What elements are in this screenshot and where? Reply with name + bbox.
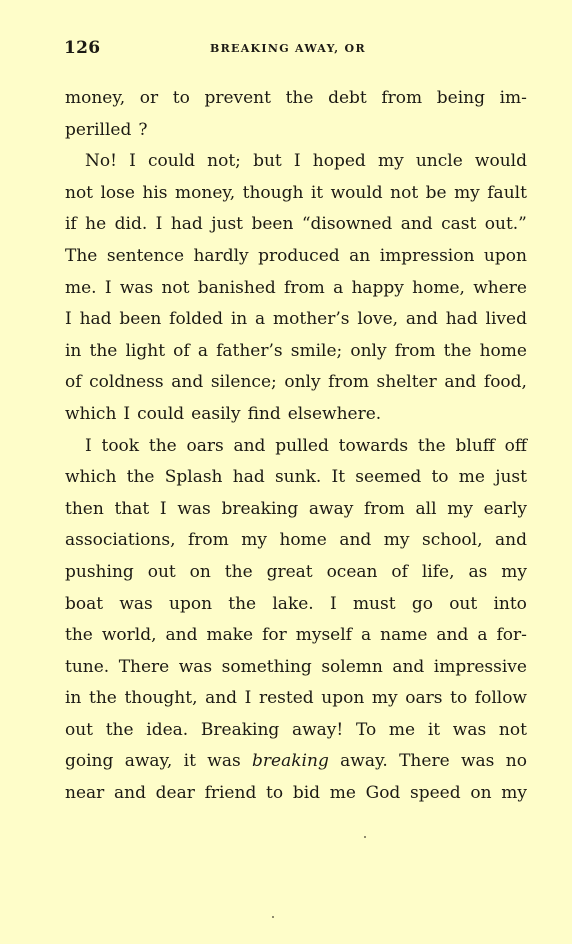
word: money, bbox=[175, 182, 236, 203]
word: pulled bbox=[275, 435, 329, 456]
word: on bbox=[470, 783, 492, 804]
word: just bbox=[495, 467, 527, 488]
word: world, bbox=[101, 625, 157, 646]
word: tune. bbox=[65, 656, 110, 677]
word: and bbox=[171, 372, 204, 393]
word: out.” bbox=[484, 214, 527, 235]
word: in bbox=[65, 340, 82, 361]
word: ? bbox=[138, 119, 148, 140]
word: produced bbox=[258, 245, 340, 266]
word: coldness bbox=[89, 372, 164, 393]
word: upon bbox=[321, 688, 365, 709]
word: from bbox=[187, 530, 229, 551]
word: friend bbox=[204, 783, 257, 804]
word: was bbox=[178, 656, 213, 677]
word: and bbox=[339, 530, 372, 551]
word: and bbox=[405, 309, 438, 330]
word: and bbox=[444, 372, 477, 393]
word: sentence bbox=[106, 245, 184, 266]
word: uncle bbox=[415, 151, 463, 172]
word: and bbox=[113, 783, 146, 804]
text-line bbox=[65, 83, 527, 115]
word: early bbox=[483, 498, 527, 519]
word: a bbox=[333, 277, 344, 298]
word: not; bbox=[207, 151, 241, 172]
word: easily bbox=[191, 403, 241, 424]
word: banished bbox=[197, 277, 276, 298]
word: food, bbox=[483, 372, 527, 393]
word: took bbox=[101, 435, 140, 456]
word: home bbox=[279, 530, 327, 551]
word: his bbox=[142, 182, 168, 203]
text-line bbox=[65, 525, 527, 557]
word: of bbox=[173, 340, 190, 361]
word: prevent bbox=[204, 88, 271, 108]
word: a bbox=[477, 625, 488, 646]
word: me bbox=[458, 467, 485, 488]
word: rested bbox=[259, 688, 314, 709]
word: had bbox=[445, 309, 478, 330]
word: which bbox=[65, 467, 117, 488]
word: my bbox=[501, 783, 527, 804]
word: was bbox=[119, 593, 153, 614]
word: a bbox=[197, 340, 208, 361]
body-text bbox=[65, 83, 527, 810]
word: did. bbox=[114, 214, 148, 235]
text-line bbox=[65, 683, 527, 715]
text-line bbox=[65, 589, 527, 621]
word: happy bbox=[351, 277, 404, 298]
word: going bbox=[65, 751, 114, 772]
text-line bbox=[65, 146, 527, 178]
word: my bbox=[447, 498, 473, 519]
text-line bbox=[65, 778, 527, 810]
word: follow bbox=[474, 688, 527, 709]
word: and bbox=[392, 656, 425, 677]
word: silence; bbox=[210, 372, 277, 393]
word: to bbox=[450, 688, 468, 709]
word: lake. bbox=[272, 593, 314, 614]
word: the bbox=[89, 340, 118, 361]
word: I bbox=[159, 498, 167, 519]
word: the bbox=[443, 340, 472, 361]
word: only bbox=[284, 372, 321, 393]
word: away! bbox=[291, 719, 344, 740]
word: my bbox=[377, 151, 404, 172]
word: though bbox=[242, 182, 304, 203]
word: I bbox=[244, 688, 252, 709]
word: fault bbox=[487, 182, 527, 203]
word: near bbox=[65, 783, 105, 804]
word: or bbox=[139, 88, 159, 108]
word: light bbox=[125, 340, 166, 361]
word: an bbox=[349, 245, 371, 266]
word: me bbox=[329, 783, 356, 804]
word: my bbox=[454, 182, 480, 203]
text-line bbox=[65, 209, 527, 241]
text-line bbox=[65, 273, 527, 305]
word: could bbox=[147, 151, 196, 172]
word: boat bbox=[65, 593, 104, 614]
word: he bbox=[85, 214, 107, 235]
word: folded bbox=[169, 309, 223, 330]
word: it bbox=[183, 751, 196, 772]
word: towards bbox=[338, 435, 409, 456]
text-line bbox=[65, 178, 527, 210]
text-line bbox=[65, 336, 527, 368]
word: To bbox=[355, 719, 377, 740]
word: as bbox=[468, 561, 488, 582]
word: It bbox=[331, 467, 346, 488]
word: not bbox=[498, 719, 527, 740]
word: had bbox=[79, 309, 112, 330]
word: was bbox=[452, 719, 487, 740]
page-header bbox=[64, 38, 526, 62]
word: just bbox=[211, 214, 244, 235]
word: “disowned bbox=[301, 214, 393, 235]
text-line bbox=[65, 431, 527, 463]
word: the bbox=[89, 688, 117, 709]
word: smile; bbox=[290, 340, 343, 361]
word: the bbox=[285, 88, 314, 108]
word: make bbox=[206, 625, 254, 646]
word: my bbox=[383, 530, 410, 551]
word: not bbox=[390, 182, 419, 203]
word: but bbox=[253, 151, 282, 172]
word: would bbox=[474, 151, 527, 172]
word: father’s bbox=[216, 340, 283, 361]
word: home bbox=[479, 340, 527, 361]
word: dear bbox=[155, 783, 195, 804]
word: and bbox=[233, 435, 266, 456]
word: of bbox=[65, 372, 82, 393]
word: I bbox=[85, 435, 92, 456]
word: I bbox=[123, 403, 131, 424]
word: had bbox=[232, 467, 265, 488]
word: find bbox=[247, 403, 281, 424]
word: be bbox=[425, 182, 447, 203]
print-speck bbox=[364, 836, 366, 838]
word: it bbox=[310, 182, 324, 203]
word: away, bbox=[124, 751, 173, 772]
word: was bbox=[119, 277, 154, 298]
word: could bbox=[137, 403, 185, 424]
word: it bbox=[427, 719, 441, 740]
word: oars bbox=[405, 688, 443, 709]
word: seemed bbox=[355, 467, 422, 488]
word: into bbox=[493, 593, 527, 614]
word: great bbox=[266, 561, 313, 582]
word: bluff bbox=[455, 435, 495, 456]
word: the bbox=[148, 435, 177, 456]
word: and bbox=[205, 688, 238, 709]
word: ocean bbox=[326, 561, 378, 582]
word: thought, bbox=[124, 688, 198, 709]
word: oars bbox=[186, 435, 224, 456]
word: my bbox=[501, 561, 527, 582]
word: would bbox=[330, 182, 383, 203]
word: solemn bbox=[321, 656, 383, 677]
text-line bbox=[65, 462, 527, 494]
word: away. bbox=[340, 751, 388, 772]
word: debt bbox=[328, 88, 367, 108]
word: hardly bbox=[193, 245, 249, 266]
word: from bbox=[364, 498, 405, 519]
word: the bbox=[224, 561, 253, 582]
word: the bbox=[65, 625, 93, 646]
word: the bbox=[228, 593, 257, 614]
word: life, bbox=[421, 561, 455, 582]
word: I bbox=[293, 151, 301, 172]
word: away bbox=[308, 498, 354, 519]
text-line bbox=[65, 367, 527, 399]
word: I bbox=[104, 277, 112, 298]
word: myself bbox=[295, 625, 352, 646]
text-line bbox=[65, 304, 527, 336]
word: I bbox=[329, 593, 337, 614]
word: not bbox=[65, 182, 94, 203]
running-head: BREAKING AWAY, OR bbox=[210, 42, 366, 55]
word: out bbox=[147, 561, 176, 582]
word: bid bbox=[292, 783, 321, 804]
word: upon bbox=[169, 593, 213, 614]
word: in bbox=[230, 309, 248, 330]
word: speed bbox=[410, 783, 461, 804]
word: and bbox=[436, 625, 469, 646]
word: me. bbox=[65, 277, 97, 298]
word: off bbox=[504, 435, 527, 456]
word: in bbox=[65, 688, 82, 709]
word: love, bbox=[357, 309, 399, 330]
word: from bbox=[284, 277, 325, 298]
word: associations, bbox=[65, 530, 176, 551]
word: being bbox=[436, 88, 485, 108]
word: sunk. bbox=[274, 467, 322, 488]
text-line bbox=[65, 746, 527, 778]
word: elsewhere. bbox=[287, 403, 382, 424]
word: to bbox=[266, 783, 284, 804]
word: Splash bbox=[164, 467, 223, 488]
word: for- bbox=[496, 625, 527, 646]
word: mother’s bbox=[273, 309, 350, 330]
word: which bbox=[65, 403, 117, 424]
word: of bbox=[391, 561, 408, 582]
word: perilled bbox=[65, 119, 132, 140]
word: was bbox=[177, 498, 211, 519]
word: Breaking bbox=[200, 719, 280, 740]
word: breaking bbox=[252, 751, 329, 772]
text-line bbox=[65, 399, 527, 431]
text-line bbox=[65, 557, 527, 589]
word: and bbox=[495, 530, 527, 551]
word: been bbox=[251, 214, 294, 235]
print-speck bbox=[272, 916, 274, 918]
word: home, bbox=[412, 277, 465, 298]
word: I bbox=[65, 309, 72, 330]
word: was bbox=[460, 751, 495, 772]
text-line bbox=[65, 241, 527, 273]
word: the bbox=[417, 435, 446, 456]
word: No! bbox=[85, 151, 117, 172]
word: then bbox=[65, 498, 104, 519]
word: breaking bbox=[221, 498, 299, 519]
word: lose bbox=[100, 182, 135, 203]
page-number: 126 bbox=[64, 38, 101, 58]
word: from bbox=[394, 340, 436, 361]
word: all bbox=[415, 498, 437, 519]
word: idea. bbox=[146, 719, 189, 740]
word: There bbox=[118, 656, 170, 677]
word: and bbox=[165, 625, 198, 646]
word: and bbox=[400, 214, 433, 235]
word: not bbox=[161, 277, 190, 298]
word: from bbox=[381, 88, 423, 108]
text-line bbox=[65, 115, 527, 147]
word: I bbox=[155, 214, 163, 235]
word: only bbox=[350, 340, 387, 361]
word: upon bbox=[483, 245, 527, 266]
word: money, bbox=[65, 88, 126, 108]
word: something bbox=[221, 656, 312, 677]
word: if bbox=[65, 214, 77, 235]
word: the bbox=[126, 467, 155, 488]
word: lived bbox=[485, 309, 527, 330]
word: my bbox=[241, 530, 267, 551]
word: God bbox=[365, 783, 401, 804]
word: go bbox=[411, 593, 433, 614]
word: hoped bbox=[312, 151, 366, 172]
word: to bbox=[431, 467, 449, 488]
word: There bbox=[399, 751, 450, 772]
word: my bbox=[371, 688, 398, 709]
word: a bbox=[255, 309, 266, 330]
word: a bbox=[360, 625, 372, 646]
word: I bbox=[129, 151, 136, 172]
word: school, bbox=[422, 530, 483, 551]
word: cast bbox=[441, 214, 477, 235]
word: from bbox=[328, 372, 369, 393]
word: had bbox=[170, 214, 203, 235]
word: been bbox=[119, 309, 162, 330]
text-line bbox=[65, 494, 527, 526]
word: on bbox=[189, 561, 211, 582]
word: impression bbox=[379, 245, 475, 266]
word: no bbox=[505, 751, 527, 772]
word: that bbox=[114, 498, 150, 519]
word: where bbox=[473, 277, 527, 298]
word: pushing bbox=[65, 561, 134, 582]
text-line bbox=[65, 715, 527, 747]
word: to bbox=[172, 88, 190, 108]
word: the bbox=[105, 719, 134, 740]
word: im- bbox=[499, 88, 527, 108]
word: The bbox=[65, 245, 98, 266]
word: must bbox=[352, 593, 396, 614]
word: shelter bbox=[376, 372, 437, 393]
word: was bbox=[207, 751, 241, 772]
word: out bbox=[449, 593, 478, 614]
word: me bbox=[388, 719, 416, 740]
word: out bbox=[65, 719, 94, 740]
word: name bbox=[380, 625, 428, 646]
text-line bbox=[65, 620, 527, 652]
word: impressive bbox=[433, 656, 527, 677]
word: for bbox=[262, 625, 287, 646]
text-line bbox=[65, 652, 527, 684]
